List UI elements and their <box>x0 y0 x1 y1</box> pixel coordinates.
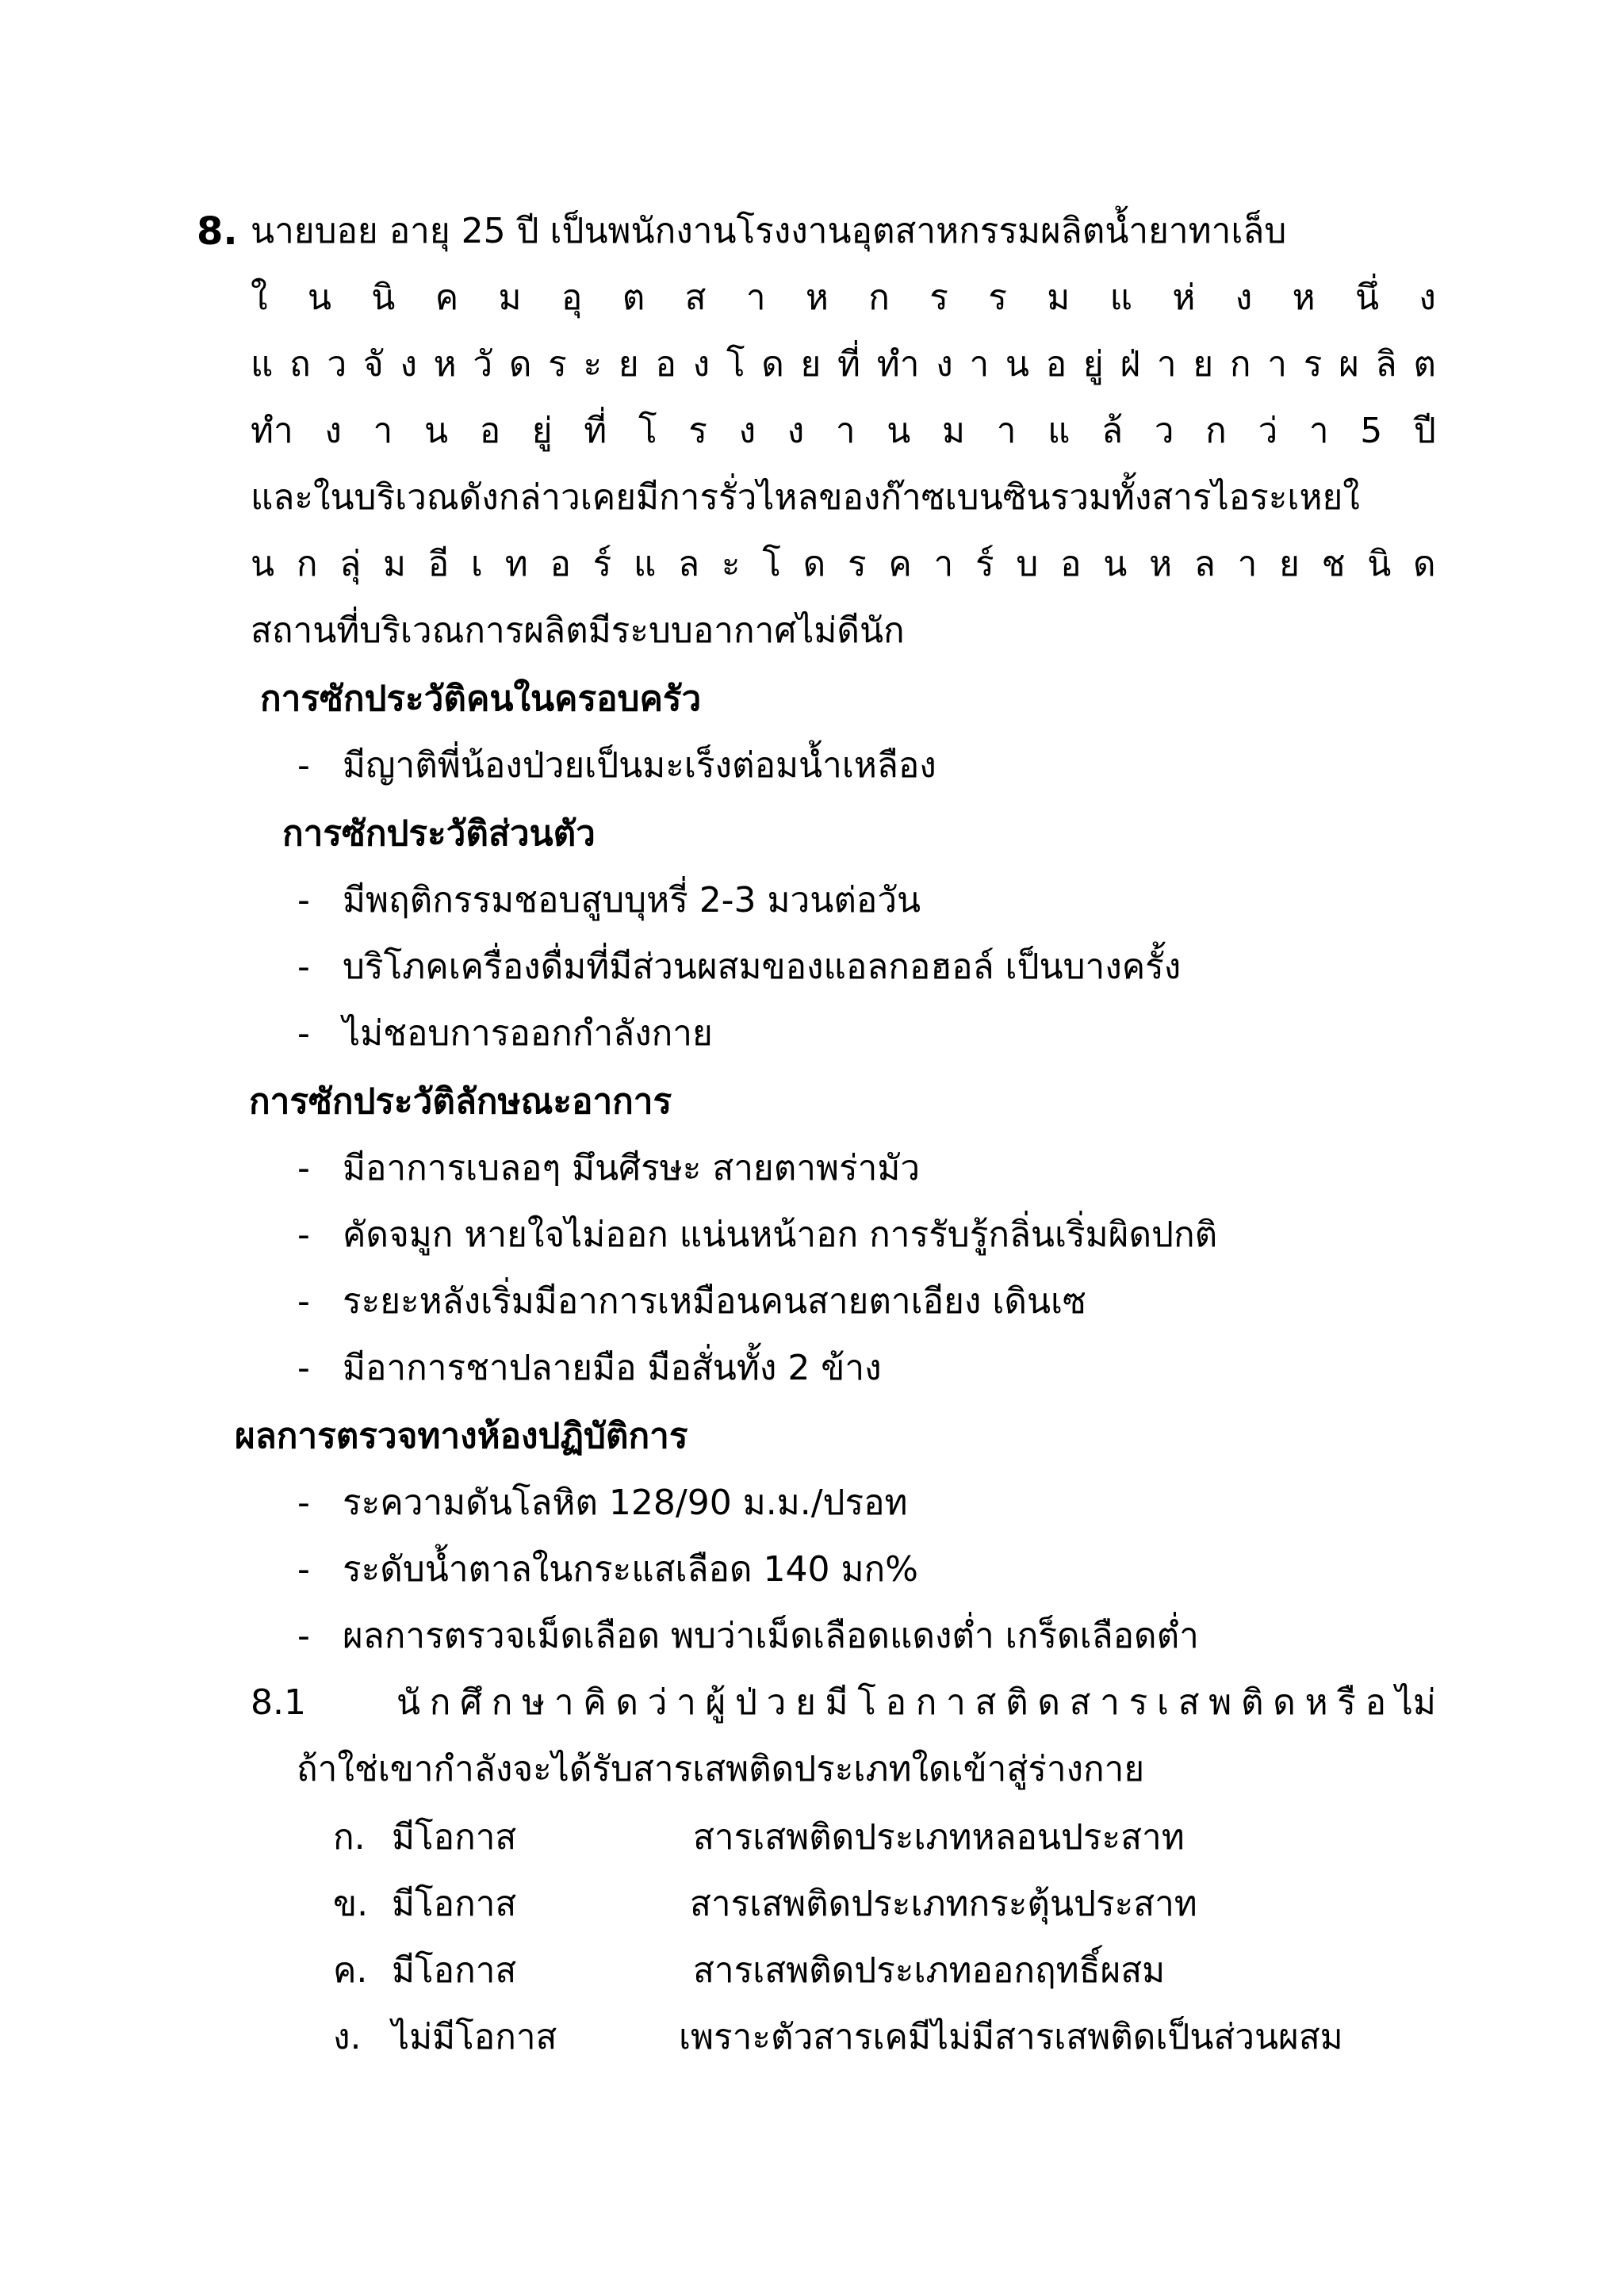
justified-glyph: นั <box>396 1682 421 1723</box>
justified-glyph: ว <box>1154 411 1174 451</box>
justified-glyph: บ <box>1016 544 1039 584</box>
bullet-dash: - <box>297 1013 310 1054</box>
justified-glyph: ค <box>888 544 912 584</box>
justified-glyph: ไม่ <box>1395 1682 1436 1723</box>
justified-glyph: ม <box>498 277 522 318</box>
choice-reason: สารเสพติดประเภทกระตุ้นประสาท <box>690 1884 1197 1924</box>
bullet-dash: - <box>297 1148 310 1188</box>
justified-glyph: ติ <box>1241 1682 1264 1723</box>
justified-glyph: ย <box>618 344 639 385</box>
justified-glyph: ง <box>787 411 805 451</box>
justified-glyph: วั <box>473 344 493 385</box>
symptom-item: ระยะหลังเริ่มมีอาการเหมือนคนสายตาเอียง เดินเซ <box>343 1281 1086 1322</box>
justified-glyph: ง <box>692 344 710 385</box>
personal-history-item: บริโภคเครื่องดื่มที่มีส่วนผสมของแอลกอฮอล์ เป็นบางครั้ง <box>343 947 1182 987</box>
justified-glyph: แ <box>251 344 274 385</box>
justified-glyph: ร <box>688 411 707 451</box>
justified-glyph: ว <box>327 344 347 385</box>
justified-glyph: ย <box>1193 344 1214 385</box>
justified-glyph: ง <box>1235 277 1253 318</box>
justified-glyph: ง <box>1419 277 1436 318</box>
justified-glyph: ที่ <box>584 411 607 451</box>
justified-glyph: ฝ่ <box>1120 344 1141 385</box>
justified-glyph: ห <box>433 344 457 385</box>
justified-glyph: อี <box>427 544 450 584</box>
choice-reason: เพราะตัวสารเคมีไม่มีสารเสพติดเป็นส่วนผสม <box>679 2017 1343 2057</box>
justified-glyph: เ <box>1156 1682 1170 1723</box>
justified-glyph: ย <box>1279 544 1300 584</box>
justified-glyph: อุ <box>561 277 583 318</box>
justified-glyph: า <box>1237 544 1258 584</box>
justified-glyph: า <box>835 411 856 451</box>
personal-history-item: มีพฤติกรรมชอบสูบบุหรี่ 2-3 มวนต่อวัน <box>343 880 921 920</box>
choice-letter: ค. <box>333 1950 368 1991</box>
justified-glyph: า <box>933 544 954 584</box>
bullet-dash: - <box>297 947 310 987</box>
justified-glyph: ร <box>988 277 1007 318</box>
bullet-dash: - <box>297 1215 310 1255</box>
choice-answer: มีโอกาส <box>392 1884 517 1924</box>
justified-glyph: น <box>251 544 275 584</box>
justified-glyph: ร <box>1303 344 1323 385</box>
justified-glyph: ก <box>429 1682 451 1723</box>
bullet-dash: - <box>297 1281 310 1322</box>
justified-glyph: ศึ <box>460 1682 483 1723</box>
justified-glyph: า <box>745 277 766 318</box>
justified-glyph: อ <box>1060 544 1082 584</box>
choice-answer: มีโอกาส <box>392 1950 517 1991</box>
justified-glyph: ร <box>929 277 948 318</box>
choice-letter: ง. <box>333 2017 362 2057</box>
bullet-dash: - <box>297 880 310 920</box>
intro-line-3 <box>251 341 1436 388</box>
intro-line-5: และในบริเวณดังกล่าวเคยมีการรั่วไหลของก๊าซเบนซินรวมทั้งสารไอระเหยใ <box>251 477 1360 518</box>
justified-glyph: ก <box>296 544 318 584</box>
justified-glyph: า <box>946 1682 966 1723</box>
justified-glyph: ส <box>1178 1682 1200 1723</box>
intro-line-2 <box>251 274 1436 322</box>
justified-glyph: า <box>1308 411 1329 451</box>
justified-glyph: ส <box>1069 1682 1091 1723</box>
justified-glyph: ด <box>1273 1682 1296 1723</box>
justified-glyph: ลิ <box>1375 344 1397 385</box>
justified-glyph: ต <box>622 277 645 318</box>
subquestion-number: 8.1 <box>251 1682 306 1723</box>
justified-glyph: โ <box>762 544 781 584</box>
justified-glyph: ลุ่ <box>339 544 362 584</box>
justified-glyph: อ <box>1365 1682 1387 1723</box>
choice-reason: สารเสพติดประเภทออกฤทธิ์ผสม <box>693 1950 1166 1991</box>
justified-glyph: จั <box>362 344 384 385</box>
justified-glyph: ด <box>615 1682 638 1723</box>
justified-glyph: ด <box>802 544 826 584</box>
justified-glyph: ห <box>1149 544 1173 584</box>
bullet-dash: - <box>297 1483 310 1523</box>
justified-glyph: ะ <box>721 544 741 584</box>
justified-glyph: ห <box>1304 1682 1328 1723</box>
justified-glyph: า <box>996 411 1017 451</box>
justified-glyph: ค <box>435 277 459 318</box>
justified-glyph: แ <box>634 544 657 584</box>
subquestion-line-1 <box>396 1679 1436 1727</box>
family-history-item: มีญาติพี่น้องป่วยเป็นมะเร็งต่อมน้ำเหลือง <box>343 745 936 786</box>
justified-glyph: ก <box>491 1682 513 1723</box>
justified-glyph: นิ <box>371 277 396 318</box>
justified-glyph: ห่ <box>1172 277 1196 318</box>
justified-glyph: ม <box>382 544 406 584</box>
question-number: 8. <box>197 209 238 254</box>
justified-glyph: ใ <box>251 277 268 318</box>
choice-answer: มีโอกาส <box>392 1817 517 1858</box>
symptoms-heading: การซักประวัติลักษณะอาการ <box>249 1081 672 1122</box>
justified-glyph: อ <box>479 411 501 451</box>
justified-glyph: ก <box>868 277 890 318</box>
justified-glyph: ห <box>805 277 829 318</box>
justified-glyph: ส <box>684 277 707 318</box>
lab-result-item: ระดับน้ำตาลในกระแสเลือด 140 มก% <box>343 1549 918 1590</box>
justified-glyph: น <box>423 411 449 451</box>
justified-glyph: นึ่ <box>1354 277 1380 318</box>
justified-glyph: น <box>1005 344 1029 385</box>
bullet-dash: - <box>297 745 310 786</box>
justified-glyph: คิ <box>583 1682 607 1723</box>
symptom-item: คัดจมูก หายใจไม่ออก แน่นหน้าอก การรับรู้กลิ่นเริ่มผิดปกติ <box>343 1215 1218 1255</box>
justified-glyph: แ <box>1048 411 1071 451</box>
justified-glyph: ษ <box>522 1682 546 1723</box>
justified-glyph: ถ <box>289 344 311 385</box>
justified-glyph: อ <box>1045 344 1067 385</box>
justified-glyph: า <box>676 1682 696 1723</box>
justified-glyph: ร <box>548 344 567 385</box>
justified-glyph: ปี <box>1413 411 1436 451</box>
justified-glyph: า <box>553 1682 574 1723</box>
justified-glyph: ยู่ <box>1082 344 1104 385</box>
justified-glyph: ร์ <box>975 544 994 584</box>
justified-glyph: ด <box>1413 544 1436 584</box>
justified-glyph: ก <box>915 1682 937 1723</box>
justified-glyph: ย <box>795 1682 816 1723</box>
justified-glyph: า <box>1267 344 1287 385</box>
lab-result-item: ผลการตรวจเม็ดเลือด พบว่าเม็ดเลือดแดงต่ำ เกร็ดเลือดต่ำ <box>343 1616 1199 1656</box>
justified-glyph: ส <box>975 1682 997 1723</box>
justified-glyph: ม <box>1047 277 1071 318</box>
justified-glyph: ง <box>936 344 953 385</box>
justified-glyph: ห <box>1292 277 1316 318</box>
family-history-heading: การซักประวัติคนในครอบครัว <box>260 679 702 719</box>
justified-glyph: อ <box>550 544 571 584</box>
justified-glyph: ก <box>1229 344 1251 385</box>
justified-glyph: ร์ <box>592 544 612 584</box>
justified-glyph: ท <box>504 544 528 584</box>
personal-history-heading: การซักประวัติส่วนตัว <box>282 813 596 854</box>
intro-line-6 <box>251 541 1436 588</box>
justified-glyph: ผ <box>1339 344 1359 385</box>
justified-glyph: ล้ <box>1101 411 1124 451</box>
justified-glyph: ป่ <box>735 1682 757 1723</box>
justified-glyph: ด <box>1037 1682 1060 1723</box>
justified-glyph: ล <box>1193 544 1216 584</box>
intro-line-7: สถานที่บริเวณการผลิตมีระบบอากาศไม่ดีนัก <box>251 610 905 651</box>
justified-glyph: ร <box>847 544 867 584</box>
justified-glyph: ะ <box>583 344 603 385</box>
justified-glyph: ง <box>324 411 342 451</box>
justified-glyph: า <box>969 344 990 385</box>
justified-glyph: ก <box>1205 411 1227 451</box>
justified-glyph: ร <box>1128 1682 1148 1723</box>
bullet-dash: - <box>297 1549 310 1590</box>
justified-glyph: น <box>1103 544 1128 584</box>
justified-glyph: ด <box>508 344 532 385</box>
justified-glyph: ที่ <box>837 344 861 385</box>
justified-glyph: เ <box>470 544 483 584</box>
justified-glyph: มี <box>825 1682 848 1723</box>
justified-glyph: ยู่ <box>531 411 553 451</box>
bullet-dash: - <box>297 1616 310 1656</box>
justified-glyph: า <box>373 411 393 451</box>
justified-glyph: ด <box>761 344 784 385</box>
justified-glyph: ว <box>766 1682 787 1723</box>
justified-glyph: ทำ <box>876 344 920 385</box>
justified-glyph: ผู้ <box>705 1682 726 1723</box>
justified-glyph: อ <box>655 344 676 385</box>
justified-glyph: นิ <box>1367 544 1392 584</box>
choice-reason: สารเสพติดประเภทหลอนประสาท <box>693 1817 1185 1858</box>
justified-glyph: โ <box>857 1682 876 1723</box>
lab-result-item: ระความดันโลหิต 128/90 ม.ม./ปรอท <box>343 1483 908 1523</box>
choice-letter: ก. <box>333 1817 366 1858</box>
justified-glyph: ติ <box>1005 1682 1028 1723</box>
symptom-item: มีอาการเบลอๆ มึนศีรษะ สายตาพร่ามัว <box>343 1148 921 1188</box>
justified-glyph: 5 <box>1360 411 1383 451</box>
symptom-item: มีอาการชาปลายมือ มือสั่นทั้ง 2 ข้าง <box>343 1348 882 1388</box>
bullet-dash: - <box>297 1348 310 1388</box>
choice-letter: ข. <box>333 1884 369 1924</box>
justified-glyph: แ <box>1109 277 1133 318</box>
justified-glyph: ง <box>400 344 417 385</box>
justified-glyph: ว่ <box>1258 411 1278 451</box>
justified-glyph: า <box>1156 344 1177 385</box>
justified-glyph: รื <box>1337 1682 1356 1723</box>
justified-glyph: อ <box>885 1682 907 1723</box>
justified-glyph: ช <box>1321 544 1346 584</box>
intro-line-4 <box>251 408 1436 455</box>
choice-answer: ไม่มีโอกาส <box>392 2017 557 2057</box>
justified-glyph: ต <box>1413 344 1436 385</box>
lab-results-heading: ผลการตรวจทางห้องปฏิบัติการ <box>235 1416 688 1456</box>
justified-glyph: ว่ <box>647 1682 668 1723</box>
justified-glyph: โ <box>726 344 745 385</box>
justified-glyph: พ <box>1208 1682 1232 1723</box>
justified-glyph: ล <box>678 544 700 584</box>
justified-glyph: ม <box>942 411 966 451</box>
personal-history-item: ไม่ชอบการออกกำลังกาย <box>343 1013 713 1054</box>
justified-glyph: ย <box>800 344 822 385</box>
intro-line-1: นายบอย อายุ 25 ปี เป็นพนักงานโรงงานอุตสาหกรรมผลิตน้ำยาทาเล็บ <box>251 211 1287 251</box>
subquestion-line-2: ถ้าใช่เขากำลังจะได้รับสารเสพติดประเภทใดเข้าสู่ร่างกาย <box>297 1749 1145 1789</box>
justified-glyph: น <box>307 277 331 318</box>
justified-glyph: น <box>887 411 911 451</box>
justified-glyph: ทำ <box>251 411 293 451</box>
justified-glyph: โ <box>638 411 657 451</box>
justified-glyph: ง <box>738 411 756 451</box>
justified-glyph: า <box>1100 1682 1120 1723</box>
